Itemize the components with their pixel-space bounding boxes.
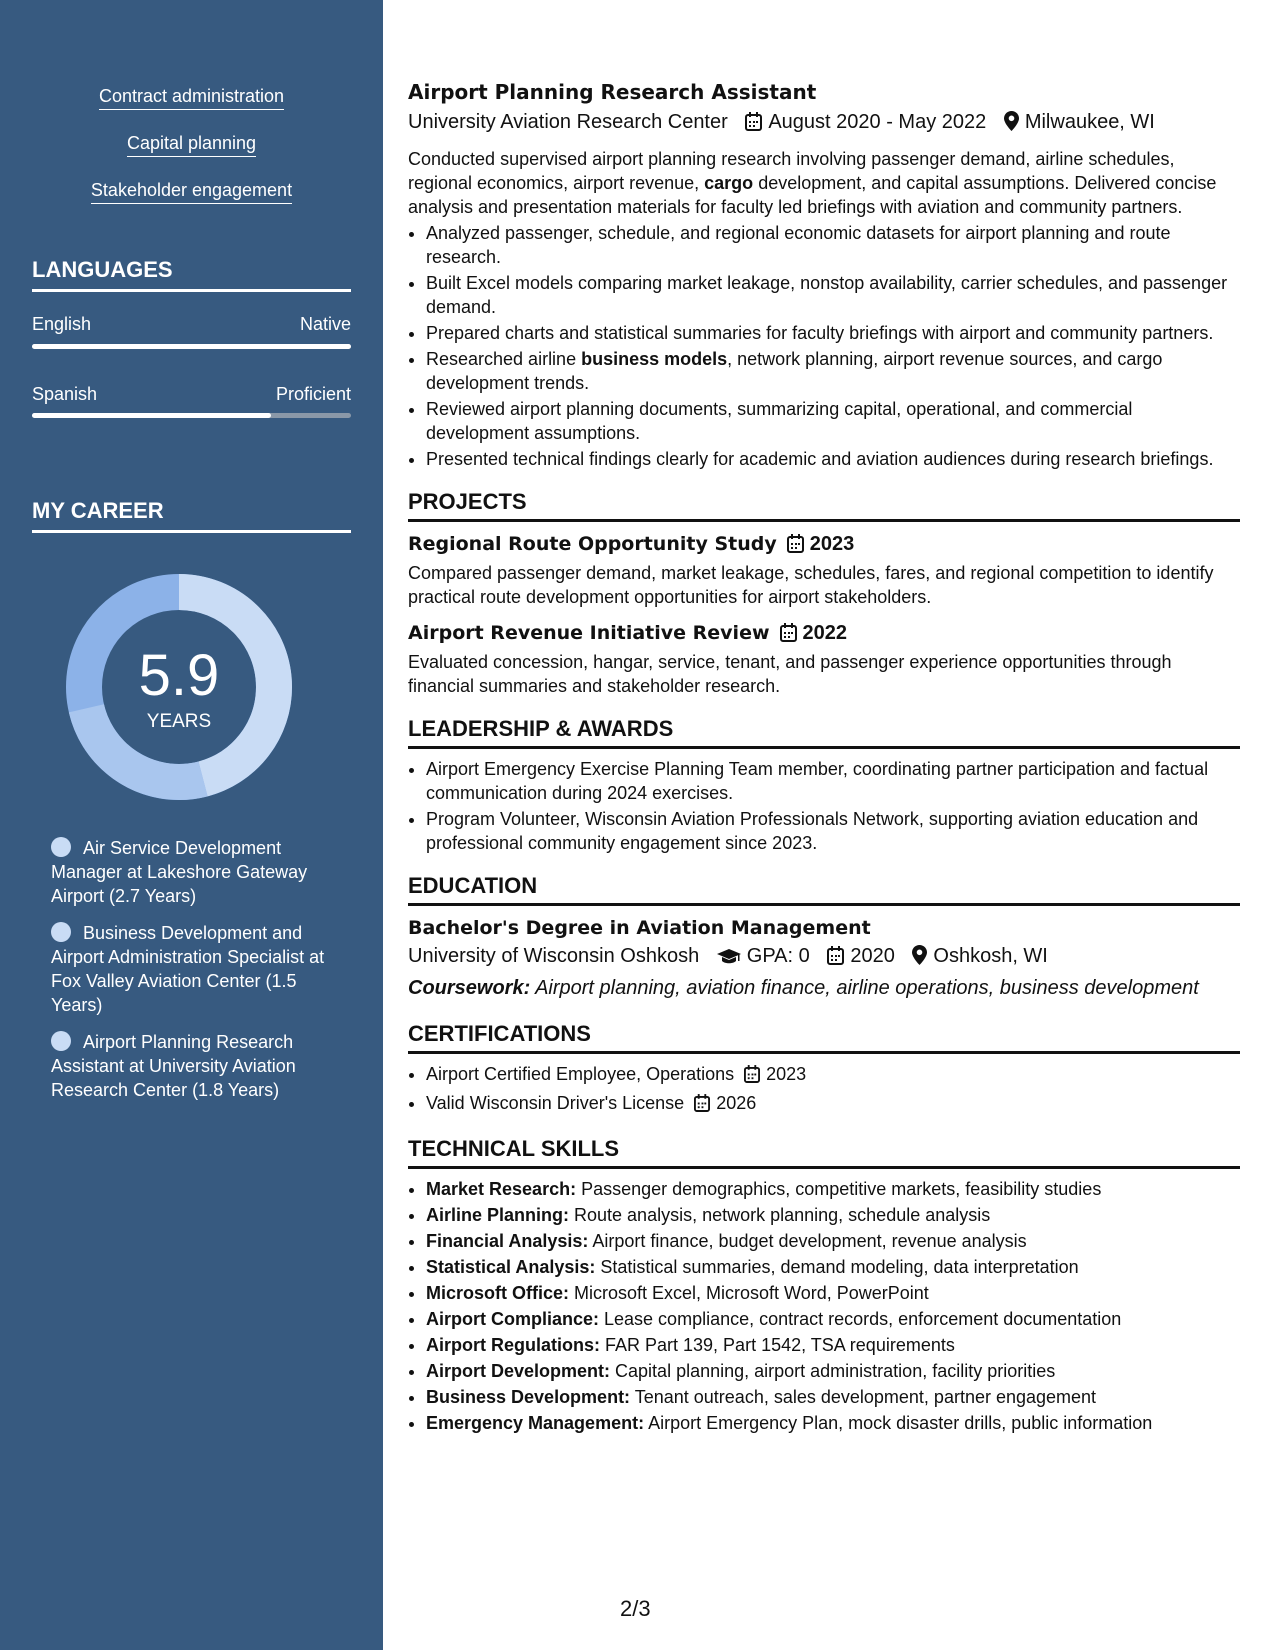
list-item: • Airport Emergency Exercise Planning Team member, coordinating partner participation and factual communication during 2024 exercises. <box>426 757 1240 805</box>
list-item: • Built Excel models comparing market leakage, nonstop availability, carrier schedules, and passenger demand. <box>426 271 1240 319</box>
leadership-list <box>408 757 1240 855</box>
location-pin-icon <box>912 945 927 973</box>
school-location: Oshkosh, WI <box>933 945 1048 967</box>
sidebar <box>0 0 383 1650</box>
education-heading: EDUCATION <box>408 871 1240 906</box>
list-item: • Statistical Analysis: Statistical summaries, demand modeling, data interpretation <box>426 1255 1240 1279</box>
education-meta <box>408 942 1240 973</box>
job-org: University Aviation Research Center <box>408 111 728 133</box>
list-item: • Reviewed airport planning documents, summarizing capital, operational, and commercial development assumptions. <box>426 397 1240 445</box>
bullet-dot-icon <box>51 1031 71 1051</box>
degree-title: Bachelor's Degree in Aviation Management <box>408 917 871 939</box>
calendar-icon <box>780 622 797 650</box>
project-title: Regional Route Opportunity Study 2023 <box>408 530 1240 561</box>
language-bar <box>32 413 351 418</box>
technical-skills-list <box>408 1177 1240 1435</box>
gpa: GPA: 0 <box>746 945 810 967</box>
list-item: • Financial Analysis: Airport finance, budget development, revenue analysis <box>426 1229 1240 1253</box>
bullet-dot-icon <box>51 922 71 942</box>
job-dates: August 2020 - May 2022 <box>768 111 987 133</box>
career-item-text: Airport Planning Research Assistant at University Aviation Research Center (1.8 Years) <box>51 1032 296 1100</box>
language-name: Spanish <box>32 384 98 404</box>
bullet-dot-icon <box>51 837 71 857</box>
calendar-icon <box>744 1065 760 1089</box>
project-title: Airport Revenue Initiative Review 2022 <box>408 619 1240 650</box>
technical-skills-heading: TECHNICAL SKILLS <box>408 1134 1240 1169</box>
languages-heading: LANGUAGES <box>32 257 351 292</box>
language-row <box>32 314 351 335</box>
language-row <box>32 384 351 405</box>
career-item <box>51 921 336 1017</box>
list-item: • Airport Development: Capital planning, airport administration, facility priorities <box>426 1359 1240 1383</box>
language-level: Proficient <box>275 384 351 404</box>
list-item: • Business Development: Tenant outreach, sales development, partner engagement <box>426 1385 1240 1409</box>
school-name: University of Wisconsin Oshkosh <box>408 945 700 967</box>
language-bar-fill <box>32 344 351 349</box>
job-meta <box>408 108 1240 139</box>
language-bar <box>32 344 351 349</box>
career-item <box>51 1030 336 1102</box>
career-item-text: Business Development and Airport Administration Specialist at Fox Valley Aviation Center (1.5 Years) <box>51 923 325 1015</box>
page-number: 2/3 <box>620 1596 651 1621</box>
career-total-years: 5.9 <box>138 643 220 708</box>
job-title: Airport Planning Research Assistant <box>408 80 817 104</box>
career-heading: MY CAREER <box>32 498 351 533</box>
list-item: • Airport Compliance: Lease compliance, contract records, enforcement documentation <box>426 1307 1240 1331</box>
list-item: • Airline Planning: Route analysis, network planning, schedule analysis <box>426 1203 1240 1227</box>
location-pin-icon <box>1004 111 1019 139</box>
calendar-icon <box>694 1094 710 1118</box>
list-item: • Valid Wisconsin Driver's License 2026 <box>426 1091 1240 1118</box>
sidebar-skills <box>0 86 383 227</box>
certifications-list <box>408 1062 1240 1118</box>
list-item: • Airport Certified Employee, Operations 2023 <box>426 1062 1240 1089</box>
project-description: Compared passenger demand, market leakage, schedules, fares, and regional competition to identify practical route development opportunities for airport stakeholders. <box>408 563 1214 607</box>
list-item: • Emergency Management: Airport Emergency Plan, mock disaster drills, public information <box>426 1411 1240 1435</box>
certifications-heading: CERTIFICATIONS <box>408 1019 1240 1054</box>
list-item: • Program Volunteer, Wisconsin Aviation Professionals Network, supporting aviation education and professional community engagement since 2023. <box>426 807 1240 855</box>
list-item: • Analyzed passenger, schedule, and regional economic datasets for airport planning and route research. <box>426 221 1240 269</box>
language-name: English <box>32 314 92 334</box>
language-level: Native <box>299 314 351 334</box>
list-item: • Microsoft Office: Microsoft Excel, Microsoft Word, PowerPoint <box>426 1281 1240 1305</box>
projects-heading: PROJECTS <box>408 487 1240 522</box>
skill-tag[interactable]: Contract administration <box>99 86 284 110</box>
job-summary: Conducted supervised airport planning research involving passenger demand, airline schedules, regional economics, airport revenue, cargo development, and capital assumptions. Delivered concise analysis and presentation materials for faculty led briefings with aviation and community partners. <box>408 149 1217 217</box>
list-item: • Airport Regulations: FAR Part 139, Part 1542, TSA requirements <box>426 1333 1240 1357</box>
job-location: Milwaukee, WI <box>1024 111 1155 133</box>
calendar-icon <box>745 111 762 139</box>
list-item: • Researched airline business models, network planning, airport revenue sources, and cargo development trends. <box>426 347 1240 395</box>
coursework: Coursework: Airport planning, aviation finance, airline operations, business development <box>408 977 1199 999</box>
language-bar-fill <box>32 413 271 418</box>
skill-tag[interactable]: Stakeholder engagement <box>91 180 292 204</box>
career-total-unit: YEARS <box>146 711 212 732</box>
skill-tag[interactable]: Capital planning <box>127 133 256 157</box>
main-content <box>408 78 1240 1437</box>
job-bullets <box>408 221 1240 471</box>
leadership-heading: LEADERSHIP & AWARDS <box>408 714 1240 749</box>
calendar-icon <box>827 945 844 973</box>
project-description: Evaluated concession, hangar, service, tenant, and passenger experience opportunities through financial summaries and stakeholder research. <box>408 652 1172 696</box>
career-item <box>51 836 336 908</box>
calendar-icon <box>787 533 804 561</box>
graduation-cap-icon <box>717 945 741 973</box>
graduation-year: 2020 <box>850 945 895 967</box>
list-item: • Market Research: Passenger demographics, competitive markets, feasibility studies <box>426 1177 1240 1201</box>
list-item: • Prepared charts and statistical summaries for faculty briefings with airport and community partners. <box>426 321 1240 345</box>
list-item: • Presented technical findings clearly for academic and aviation audiences during research briefings. <box>426 447 1240 471</box>
career-item-text: Air Service Development Manager at Lakeshore Gateway Airport (2.7 Years) <box>51 838 308 906</box>
career-list <box>51 836 336 1115</box>
